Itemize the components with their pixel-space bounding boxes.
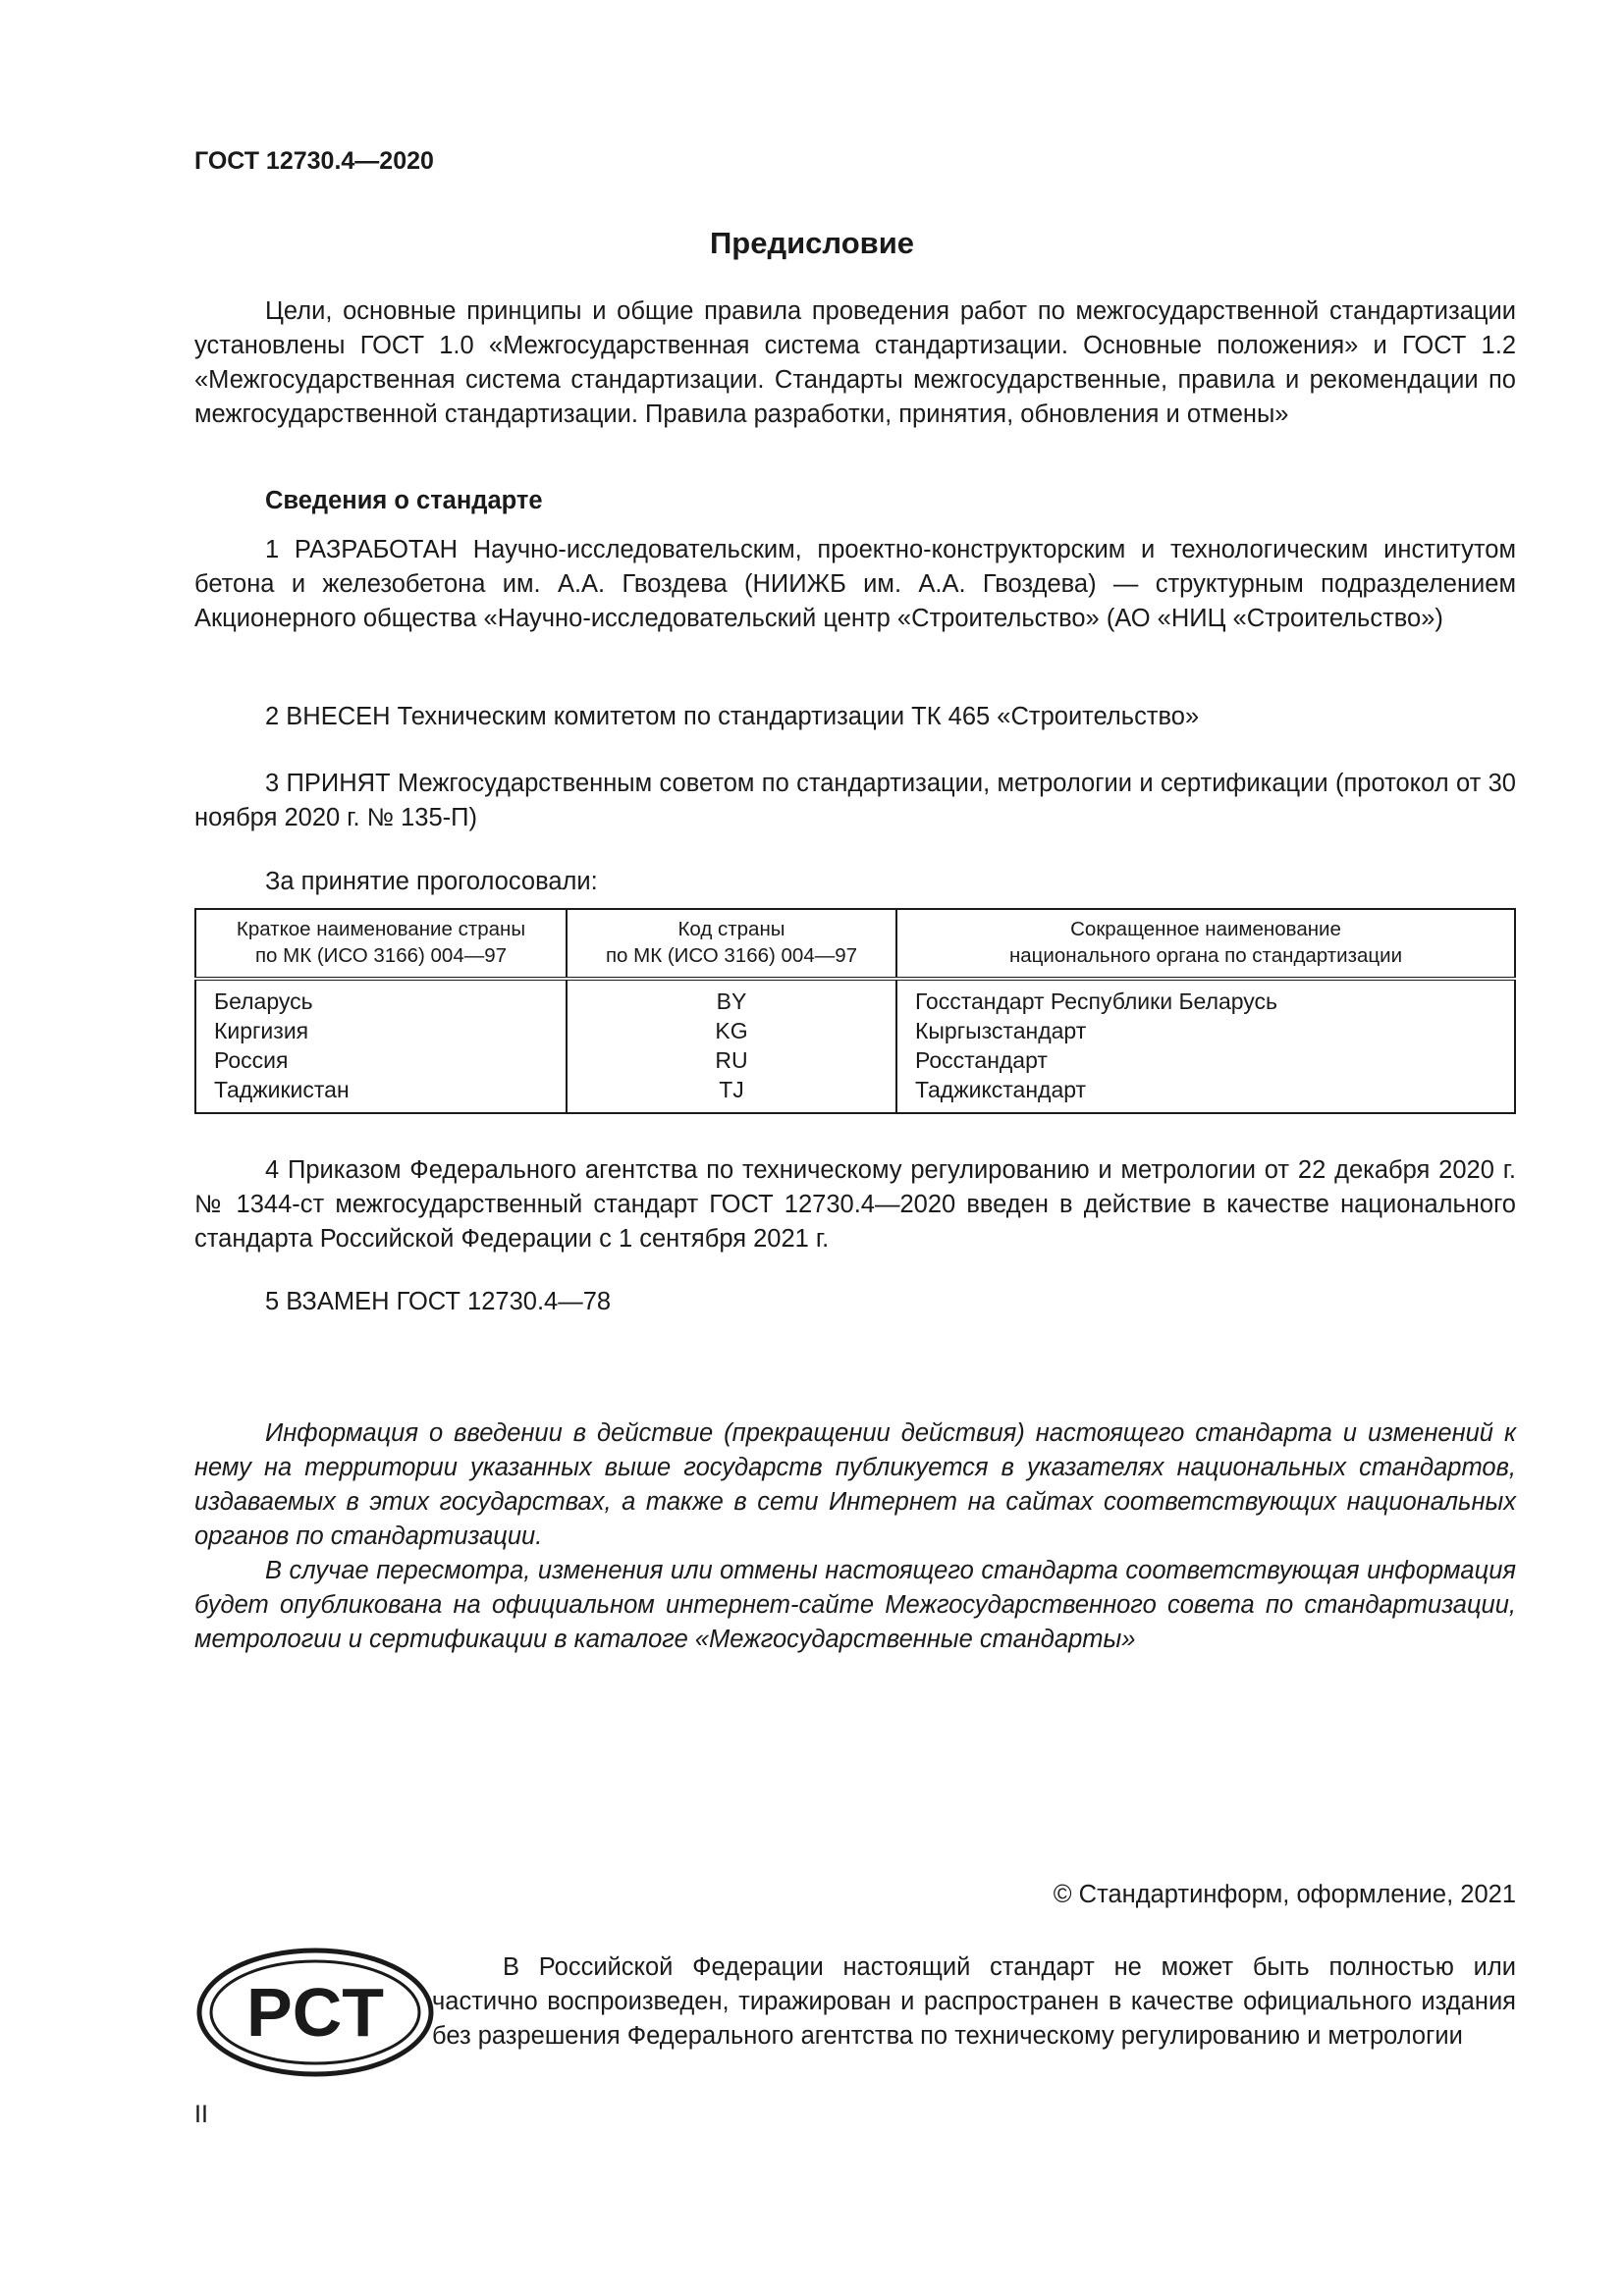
votes-intro: За принятие проголосовали: (265, 868, 598, 895)
country-codes-cell (567, 979, 896, 1113)
item-5-paragraph: 5 ВЗАМЕН ГОСТ 12730.4—78 (265, 1288, 612, 1315)
country-names-cell (195, 979, 567, 1113)
country-name: Киргизия (214, 1018, 309, 1043)
national-body: Росстандарт (915, 1047, 1048, 1073)
national-bodies-cell (896, 979, 1515, 1113)
country-code: BY (716, 988, 747, 1014)
country-name: Беларусь (214, 988, 313, 1014)
country-code: KG (715, 1018, 748, 1043)
page-number: II (194, 2101, 208, 2128)
country-code: RU (715, 1047, 748, 1073)
item-3-paragraph: 3 ПРИНЯТ Межгосударственным советом по стандартизации, метрологии и сертификации (протокол от 30 ноября 2020 г. № 135-П) (194, 770, 1516, 831)
table-row (195, 979, 1515, 1113)
logo-text: PCT (246, 1974, 384, 2051)
item-2-paragraph: 2 ВНЕСЕН Техническим комитетом по стандартизации ТК 465 «Строительство» (265, 703, 1200, 730)
country-code: TJ (719, 1077, 744, 1102)
table-header-row (195, 909, 1515, 979)
country-name: Россия (214, 1047, 289, 1073)
page-title: Предисловие (709, 226, 914, 260)
rst-certification-logo-icon (194, 1946, 436, 2079)
info-italic-paragraph-2: В случае пересмотра, изменения или отмены настоящего стандарта соответствующая информация будет опубликована на официальном интернет-сайте Межгосударственного совета по стандартизации, метрологии и сертификации в каталоге «Межгосударственные стандарты» (194, 1557, 1516, 1653)
copyright-line: © Стандартинформ, оформление, 2021 (1053, 1881, 1516, 1908)
country-name: Таджикистан (214, 1077, 350, 1102)
intro-paragraph: Цели, основные принципы и общие правила проведения работ по межгосударственной стандартизации установлены ГОСТ 1.0 «Межгосударственная система стандартизации. Основные положения» и ГОСТ 1.2 «Межгосударственная система стандартизации. Стандарты межгосударственные, правила и рекомендации по межгосударственной стандартизации. Правила разработки, принятия, обновления и отмены» (194, 297, 1516, 428)
votes-table (194, 908, 1516, 1114)
national-body: Таджикстандарт (915, 1077, 1087, 1102)
item-1-paragraph: 1 РАЗРАБОТАН Научно-исследовательским, проектно-конструкторским и технологическим институтом бетона и железобетона им. А.А. Гвоздева (НИИЖБ им. А.А. Гвоздева) — структурным подразделением Акционерного общества «Научно-исследовательский центр «Строительство» (АО «НИЦ «Строительство») (194, 536, 1516, 632)
item-4-paragraph: 4 Приказом Федерального агентства по техническому регулированию и метрологии от 22 декабря 2020 г. № 1344-ст межгосударственный стандарт ГОСТ 12730.4—2020 введен в действие в качестве национального стандарта Российской Федерации с 1 сентября 2021 г. (194, 1156, 1516, 1253)
header-country-name: Краткое наименование страны по МК (ИСО 3166) 004—97 (195, 909, 567, 979)
national-body: Кыргызстандарт (915, 1018, 1087, 1043)
reproduction-notice: В Российской Федерации настоящий стандарт не может быть полностью или частично воспроизведен, тиражирован и распространен в качестве официального издания без разрешения Федерального агентства по техническому регулированию и метрологии (432, 1953, 1516, 2050)
info-heading: Сведения о стандарте (265, 487, 543, 514)
document-code: ГОСТ 12730.4—2020 (194, 147, 434, 175)
info-italic-paragraph-1: Информация о введении в действие (прекращении действия) настоящего стандарта и изменений к нему на территории указанных выше государств публикуется в указателях национальных стандартов, издаваемых в этих государствах, а также в сети Интернет на сайтах соответствующих национальных органов по стандартизации. (194, 1419, 1516, 1550)
national-body: Госстандарт Республики Беларусь (915, 988, 1278, 1014)
header-country-code: Код страны по МК (ИСО 3166) 004—97 (567, 909, 896, 979)
header-national-body: Сокращенное наименование национального органа по стандартизации (896, 909, 1515, 979)
